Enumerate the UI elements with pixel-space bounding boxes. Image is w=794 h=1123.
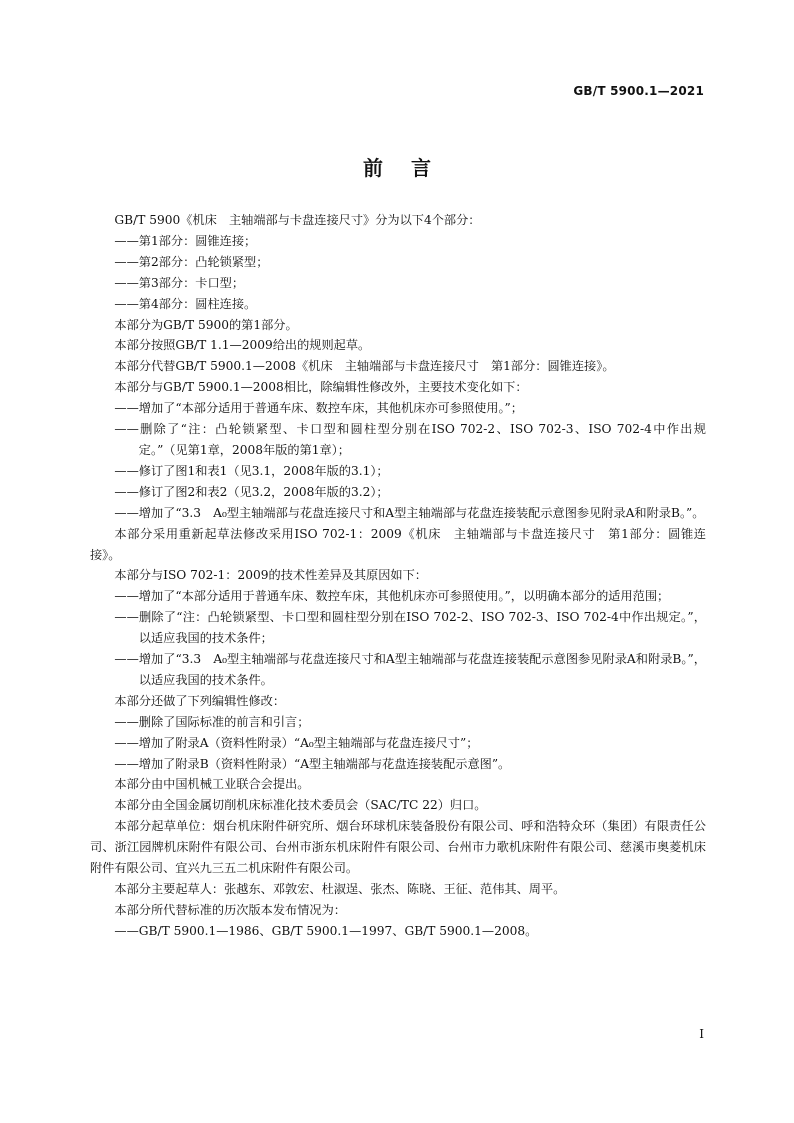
paragraph: 本部分与GB/T 5900.1—2008相比，除编辑性修改外，主要技术变化如下： [114, 380, 528, 395]
foreword-body [90, 210, 706, 942]
list-item: ——增加了附录A（资料性附录）“A₀型主轴端部与花盘连接尺寸”； [114, 735, 479, 750]
list-item: ——第2部分：凸轮锁紧型； [114, 254, 269, 269]
paragraph: 本部分所代替标准的历次版本发布情况为： [114, 902, 346, 917]
list-item: ——GB/T 5900.1—1986、GB/T 5900.1—1997、GB/T 5900.1—2008。 [114, 923, 538, 938]
list-item: ——增加了附录B（资料性附录）“A型主轴端部与花盘连接装配示意图”。 [114, 756, 511, 771]
list-item: ——删除了“注：凸轮锁紧型、卡口型和圆柱型分别在ISO 702-2、ISO 702-3、ISO 702-4中作出规定。”（见第1章，2008年版的第1章）； [114, 422, 706, 457]
list-item: ——第1部分：圆锥连接； [114, 233, 257, 248]
list-item: ——增加了“本部分适用于普通车床、数控车床，其他机床亦可参照使用。”，以明确本部分的适用范围； [114, 589, 670, 604]
paragraph: 本部分还做了下列编辑性修改： [114, 693, 286, 708]
paragraph: 本部分与ISO 702-1：2009的技术性差异及其原因如下： [114, 568, 427, 583]
paragraph: 本部分代替GB/T 5900.1—2008《机床 主轴端部与卡盘连接尺寸 第1部分：圆锥连接》。 [114, 359, 615, 374]
standard-code: GB/T 5900.1—2021 [573, 84, 704, 98]
list-item: ——修订了图1和表1（见3.1，2008年版的3.1）； [114, 463, 389, 478]
paragraph: 本部分采用重新起草法修改采用ISO 702-1：2009《机床 主轴端部与卡盘连接尺寸 第1部分：圆锥连接》。 [90, 526, 706, 562]
list-item: ——增加了“本部分适用于普通车床、数控车床，其他机床亦可参照使用。”； [114, 401, 523, 416]
page-title: 前言 [363, 156, 459, 180]
paragraph: 本部分起草单位：烟台机床附件研究所、烟台环球机床装备股份有限公司、呼和浩特众环（集团）有限责任公司、浙江园牌机床附件有限公司、台州市浙东机床附件有限公司、台州市力歌机床附件有限公司、慈溪市奥菱机床附件有限公司、宜兴九三五二机床附件有限公司。 [90, 819, 706, 876]
list-item: ——修订了图2和表2（见3.2，2008年版的3.2）； [114, 484, 389, 499]
list-item: ——增加了“3.3 A₀型主轴端部与花盘连接尺寸和A型主轴端部与花盘连接装配示意图参见附录A和附录B。”，以适应我国的技术条件。 [114, 652, 706, 687]
list-item: ——删除了国际标准的前言和引言； [114, 714, 310, 729]
list-item: ——删除了“注：凸轮锁紧型、卡口型和圆柱型分别在ISO 702-2、ISO 702-3、ISO 702-4中作出规定。”，以适应我国的技术条件； [114, 610, 706, 646]
paragraph: 本部分由全国金属切削机床标准化技术委员会（SAC/TC 22）归口。 [114, 798, 487, 813]
list-item: ——增加了“3.3 A₀型主轴端部与花盘连接尺寸和A型主轴端部与花盘连接装配示意图参见附录A和附录B。”。 [114, 505, 705, 520]
paragraph: 本部分为GB/T 5900的第1部分。 [114, 317, 298, 332]
paragraph: 本部分由中国机械工业联合会提出。 [114, 777, 310, 792]
paragraph: 本部分主要起草人：张越东、邓敦宏、杜淑逞、张杰、陈晓、王征、范伟其、周平。 [114, 882, 566, 896]
paragraph: 本部分按照GB/T 1.1—2009给出的规则起草。 [114, 338, 371, 353]
page-number: I [699, 1027, 704, 1041]
list-item: ——第4部分：圆柱连接。 [114, 296, 257, 311]
list-item: ——第3部分：卡口型； [114, 275, 245, 290]
paragraph: GB/T 5900《机床 主轴端部与卡盘连接尺寸》分为以下4个部分： [114, 213, 481, 227]
